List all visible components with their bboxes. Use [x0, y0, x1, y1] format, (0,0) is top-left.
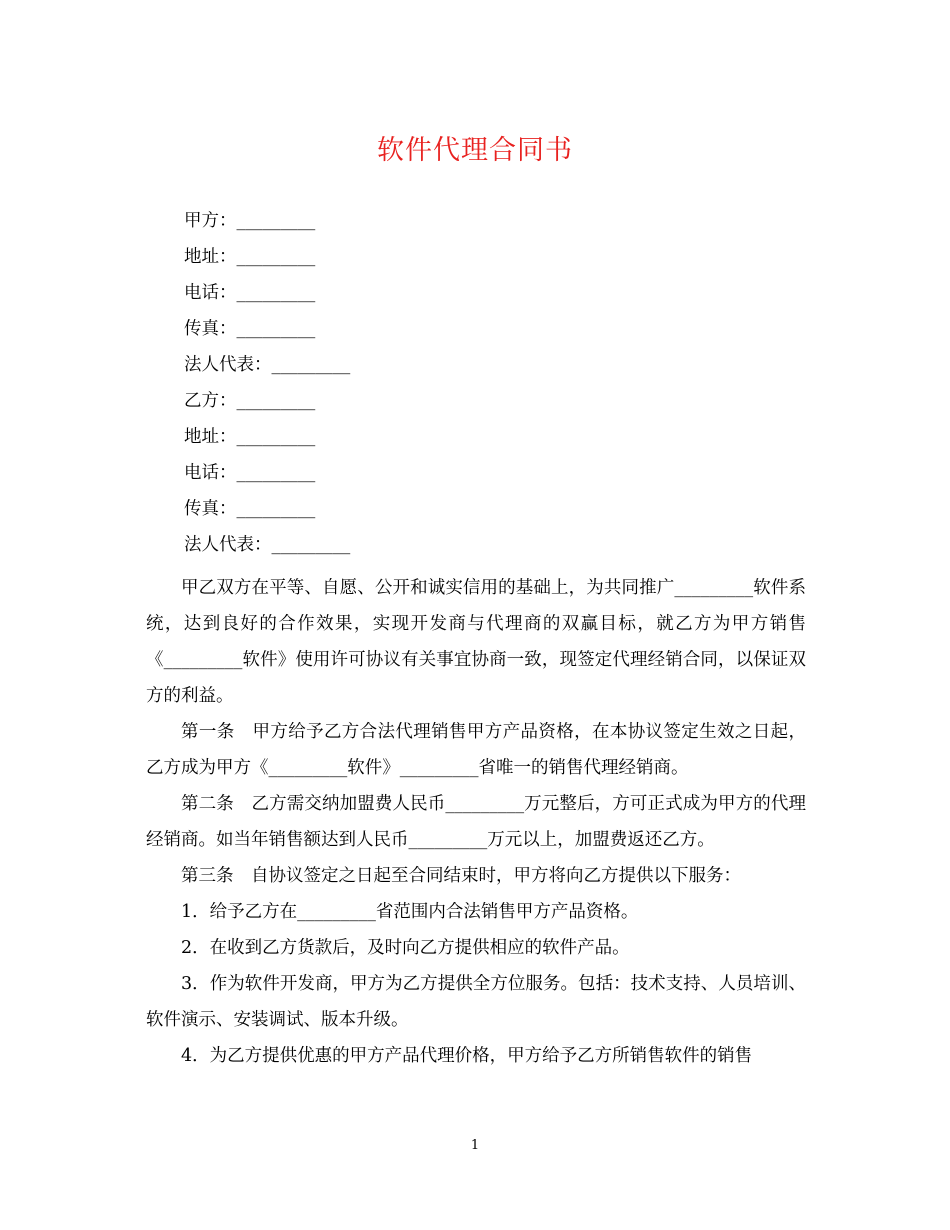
article-2-paragraph: 第二条 乙方需交纳加盟费人民币_________万元整后，方可正式成为甲方的代理经销商。如当年销售额达到人民币_________万元以上，加盟费返还乙方。 [146, 794, 806, 850]
party-b-address-field: 地址：_________ [184, 427, 316, 447]
party-b-fax-field: 传真：_________ [184, 499, 316, 519]
article-3-paragraph: 第三条 自协议签定之日起至合同结束时，甲方将向乙方提供以下服务： [181, 866, 741, 886]
preamble-paragraph: 甲乙双方在平等、自愿、公开和诚实信用的基础上，为共同推广_________软件系统，达到良好的合作效果，实现开发商与代理商的双赢目标，就乙方为甲方销售《_________软件》使用许可协议有关事宜协商一致，现签定代理经销合同，以保证双方的利益。 [146, 578, 806, 706]
service-item-2: 2．在收到乙方货款后，及时向乙方提供相应的软件产品。 [181, 938, 630, 958]
party-a-fax-field: 传真：_________ [184, 319, 316, 339]
article-1-paragraph: 第一条 甲方给予乙方合法代理销售甲方产品资格，在本协议签定生效之日起，乙方成为甲方《_________软件》_________省唯一的销售代理经销商。 [146, 722, 806, 778]
party-a-legal-rep-field: 法人代表：_________ [184, 355, 351, 375]
party-a-phone-field: 电话：_________ [184, 283, 316, 303]
service-item-1: 1．给予乙方在_________省范围内合法销售甲方产品资格。 [181, 902, 639, 922]
contract-body [146, 570, 806, 1074]
party-b-name-field: 乙方：_________ [184, 391, 316, 411]
party-a-address-field: 地址：_________ [184, 247, 316, 267]
party-info-list [184, 206, 350, 566]
service-item-3: 3．作为软件开发商，甲方为乙方提供全方位服务。包括：技术支持、人员培训、软件演示、安装调试、版本升级。 [146, 974, 806, 1030]
party-a-name-field: 甲方：_________ [184, 211, 316, 231]
page-number: 1 [470, 1138, 480, 1153]
party-b-phone-field: 电话：_________ [184, 463, 316, 483]
document-title: 软件代理合同书 [377, 135, 573, 166]
party-b-legal-rep-field: 法人代表：_________ [184, 535, 351, 555]
service-item-4: 4．为乙方提供优惠的甲方产品代理价格，甲方给予乙方所销售软件的销售 [181, 1046, 753, 1066]
